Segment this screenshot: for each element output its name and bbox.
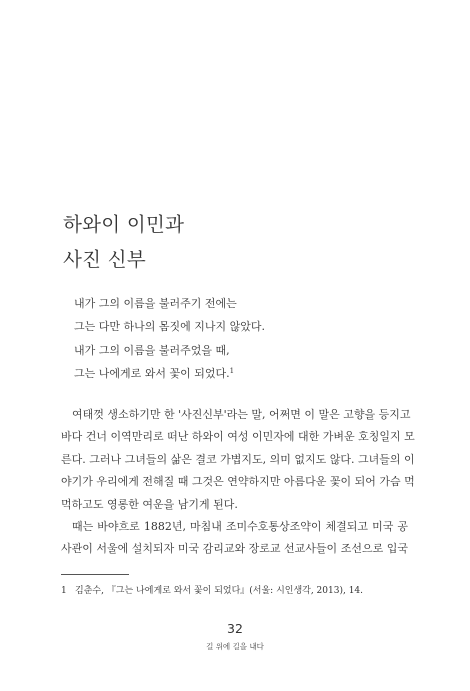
body-text [61, 404, 415, 561]
chapter-title [63, 207, 184, 277]
footnote [61, 584, 363, 598]
footnote-divider [61, 574, 129, 575]
chapter-title-line-2: 사진 신부 [63, 248, 147, 271]
footnote-number: 1 [61, 586, 67, 596]
body-line: 여태껏 생소하기만 한 '사진신부'라는 말, 어쩌면 이 말은 고향을 등지고 [72, 408, 411, 421]
epigraph-poem [74, 292, 265, 385]
body-line: 바다 건너 이역만리로 떠난 하와이 여성 이민자에 대한 가벼운 호칭일지 모 [61, 430, 415, 444]
running-foot: 길 위에 길을 내다 [206, 642, 264, 651]
body-line: 사관이 서울에 설치되자 미국 감리교와 장로교 선교사들이 조선으로 입국 [61, 542, 408, 556]
chapter-title-line-1: 하와이 이민과 [63, 213, 185, 236]
body-line: 야기가 우리에게 전해질 때 그것은 연약하지만 아름다운 꽃이 되어 가슴 먹 [61, 475, 415, 489]
poem-line-text: 그는 나에게로 와서 꽃이 되었다. [74, 366, 230, 380]
poem-line: 내가 그의 이름을 불러주었을 때, [74, 343, 230, 357]
body-line: 른다. 그러나 그녀들의 삶은 결코 가볍지도, 의미 없지도 않다. 그녀들의 이 [61, 452, 415, 466]
footnote-text: 김춘수, 『그는 나에게로 와서 꽃이 되었다』(서울: 시인생각, 2013), 14. [75, 586, 364, 596]
poem-line: 내가 그의 이름을 불러주기 전에는 [74, 297, 237, 310]
page-number: 32 [227, 621, 243, 636]
poem-line [74, 362, 265, 385]
body-line: 먹하고도 영롱한 여운을 남기게 된다. [61, 497, 238, 511]
body-line: 때는 바야흐로 1882년, 마침내 조미수호통상조약이 체결되고 미국 공 [72, 520, 408, 534]
poem-line: 그는 다만 하나의 몸짓에 지나지 않았다. [74, 320, 265, 334]
footnote-marker: 1 [229, 366, 235, 375]
